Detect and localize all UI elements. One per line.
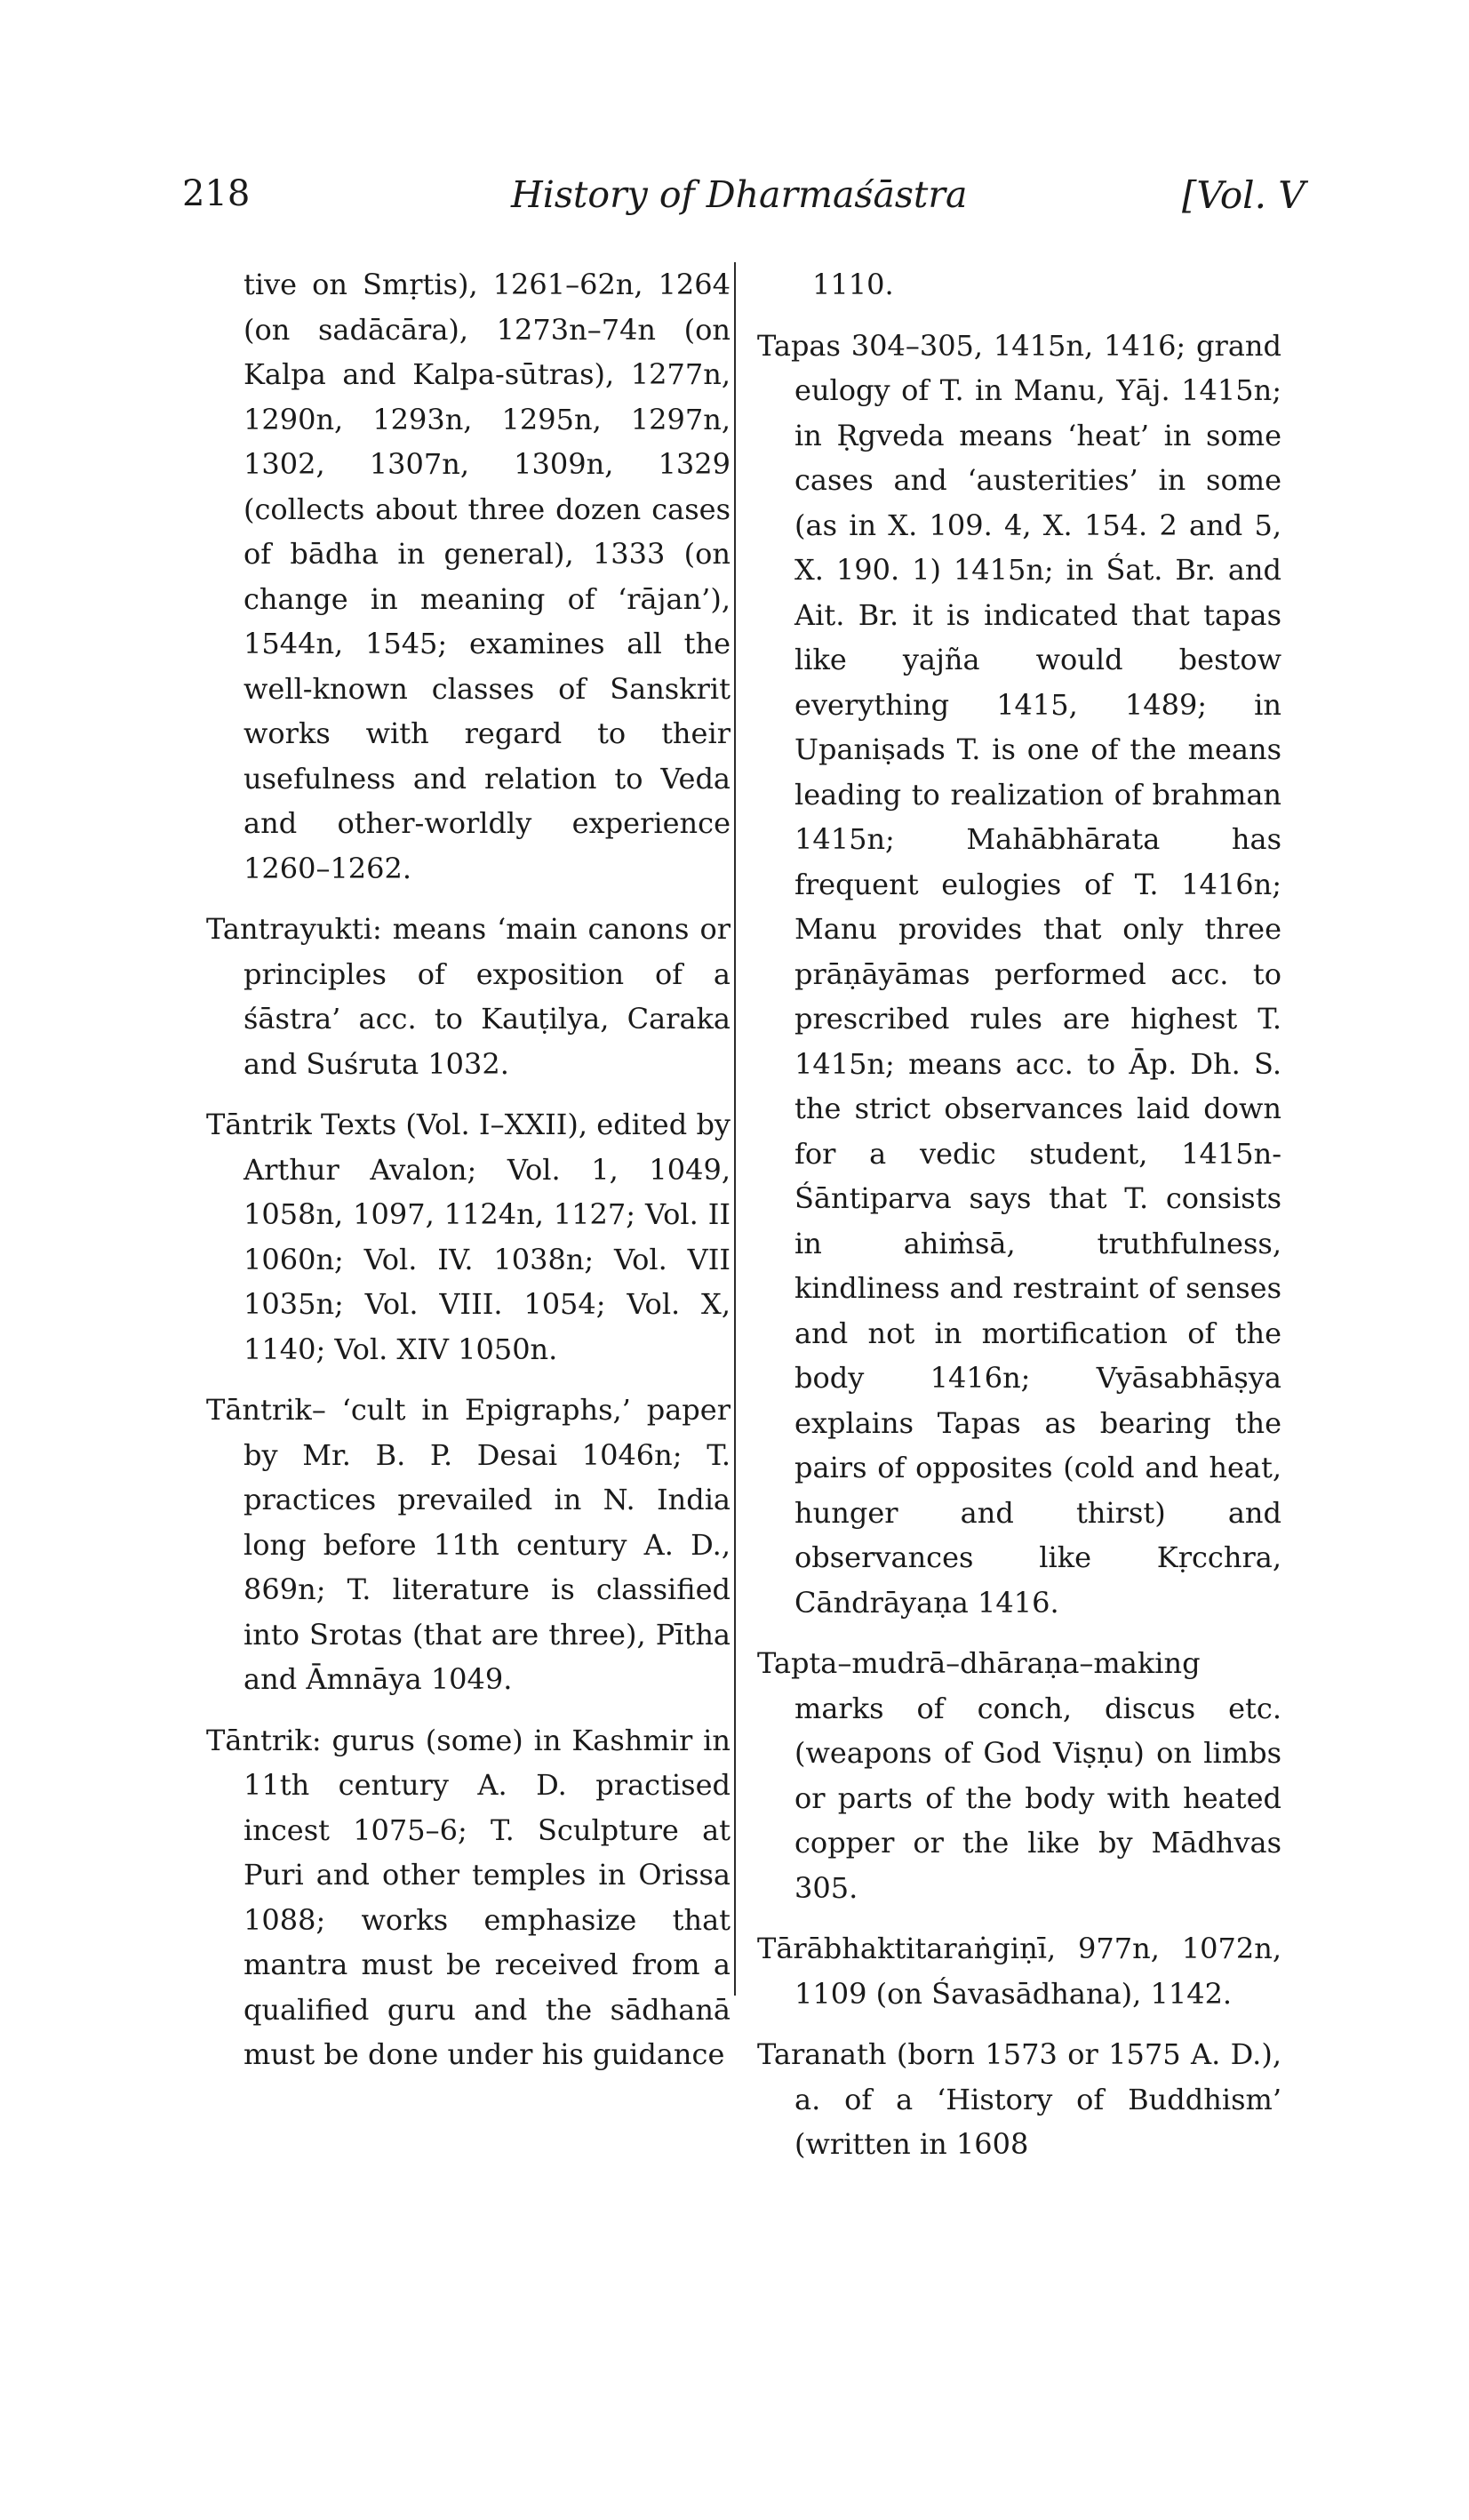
index-entry: Tantrayukti: means ‘main canons or principles of exposition of a śāstra’ acc. to Kauṭilya, Caraka and Suśruta 1032. [206, 912, 731, 1081]
index-entry: 1110. [812, 268, 894, 301]
index-entry: Tapas 304–305, 1415n, 1416; grand eulogy of T. in Manu, Yāj. 1415n; in Ṛgveda means ‘heat’ in some cases and ‘austerities’ in some (as in X. 109. 4, X. 154. 2 and 5, X. 190. 1) 1415n; in Śat. Br. and Ait. Br. it is indicated that tapas like yajña would bestow everything 1415, 1489; in Upaniṣads T. is one of the means leading to realization of brahman 1415n; Mahābhārata has frequent eulogies of T. 1416n; Manu provides that only three prāṇāyāmas performed acc. to prescribed rules are highest T. 1415n; means acc. to Āp. Dh. S. the strict observances laid down for a vedic student, 1415n-Śāntiparva says that T. consists in ahiṁsā, truthfulness, kindliness and restraint of senses and not in mortification of the body 1416n; Vyāsabhāṣya explains Tapas as bearing the pairs of opposites (cold and heat, hunger and thirst) and observances like Kṛcchra, Cāndrāyaṇa 1416. [757, 328, 1281, 1620]
page-number: 218 [182, 173, 251, 214]
index-entry: Tāntrik– ‘cult in Epigraphs,’ paper by Mr. B. P. Desai 1046n; T. practices prevailed in N. India long before 11th century A. D., 869n; T. literature is classified into Srotas (that are three), Pītha and Āmnāya 1049. [206, 1393, 731, 1696]
index-entry: Taranath (born 1573 or 1575 A. D.), a. of a ‘History of Buddhism’ (written in 1608 [757, 2037, 1281, 2161]
index-entry: Tāntrik Texts (Vol. I–XXII), edited by Arthur Avalon; Vol. 1, 1049, 1058n, 1097, 1124n, 1127; Vol. II 1060n; Vol. IV. 1038n; Vol. VII 1035n; Vol. VIII. 1054; Vol. X, 1140; Vol. XIV 1050n. [206, 1108, 731, 1366]
right-column [757, 262, 1281, 2183]
index-entry: Tāntrik: gurus (some) in Kashmir in 11th century A. D. practised incest 1075–6; T. Sculpture at Puri and other temples in Orissa 1088; works emphasize that mantra must be received from a qualified guru and the sādhanā must be done under his guidance [206, 1723, 731, 2071]
column-divider [734, 262, 736, 1996]
index-entry: Tapta–mudrā–dhāraṇa–making marks of conch, discus etc. (weapons of God Viṣṇu) on limbs or parts of the body with heated copper or the like by Mādhvas 305. [757, 1646, 1281, 1905]
index-entry: Tārābhaktitaraṅgiṇī, 977n, 1072n, 1109 (on Śavasādhana), 1142. [757, 1932, 1281, 2011]
volume-marker: [Vol. V [1182, 173, 1305, 217]
page-header [0, 173, 1469, 227]
running-title: History of Dharmaśāstra [511, 173, 968, 216]
left-column [206, 262, 731, 2093]
index-entry: tive on Smṛtis), 1261–62n, 1264 (on sadācāra), 1273n–74n (on Kalpa and Kalpa-sūtras), 1277n, 1290n, 1293n, 1295n, 1297n, 1302, 1307n, 1309n, 1329 (collects about three dozen cases of bādha in general), 1333 (on change in meaning of ‘rājan’), 1544n, 1545; examines all the well-known classes of Sanskrit works with regard to their usefulness and relation to Veda and other-worldly experience 1260–1262. [244, 268, 731, 885]
